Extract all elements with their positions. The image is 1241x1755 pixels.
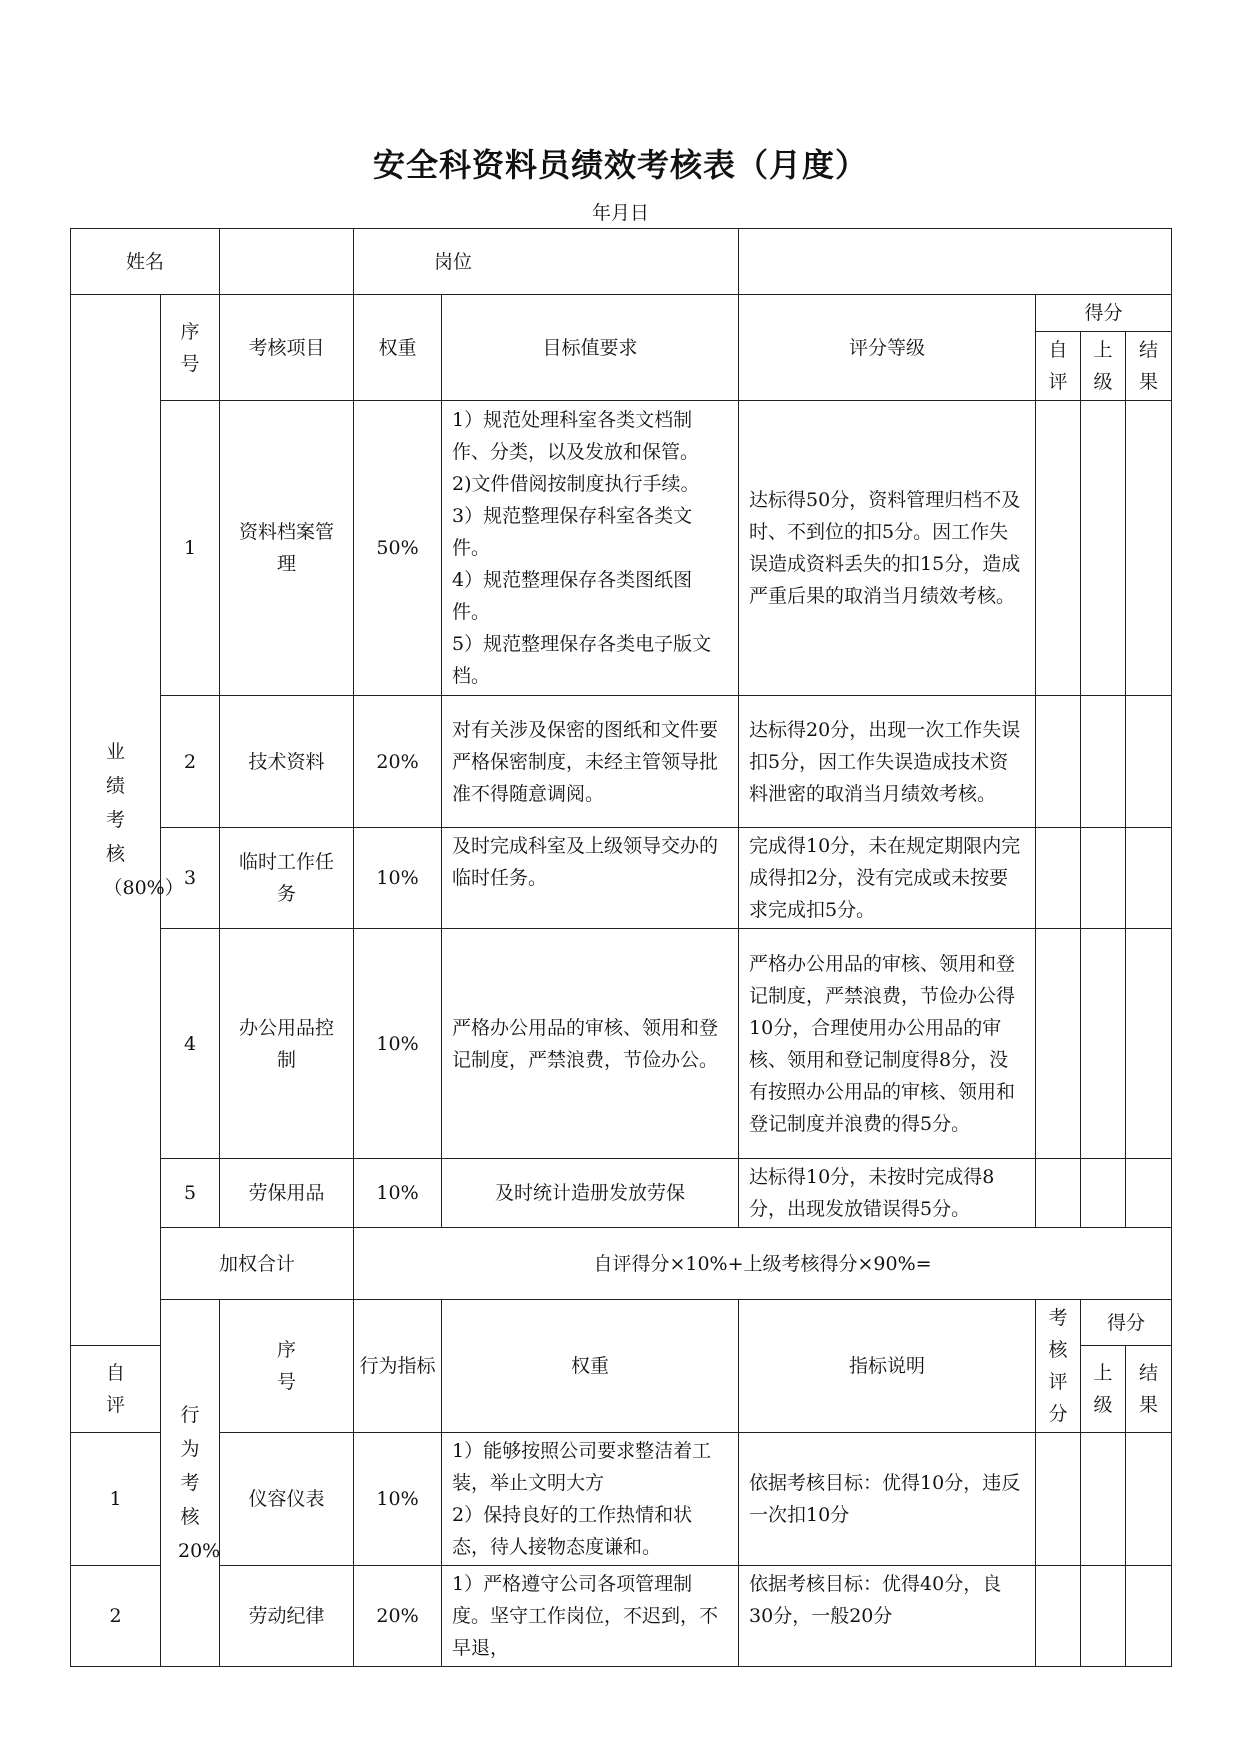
behavior-grade: 依据考核目标：优得10分，违反一次扣10分 [739, 1433, 1036, 1566]
behavior-item: 劳动纪律 [220, 1566, 354, 1667]
perf-col-grade: 评分等级 [739, 295, 1036, 401]
perf-col-item: 考核项目 [220, 295, 354, 401]
behavior-col-result: 结果 [1126, 1346, 1172, 1433]
perf-col-seq: 序号 [161, 295, 220, 401]
perf-seq: 3 [161, 828, 220, 929]
perf-target: 1）规范处理科室各类文档制作、分类，以及发放和保管。 2)文件借阅按制度执行手续。 3）规范整理保存科室各类文件。 4）规范整理保存各类图纸图件。 5）规范整理保存各类电子版文档。 [442, 401, 739, 696]
behavior-col-desc: 指标说明 [739, 1300, 1036, 1433]
perf-item: 资料档案管理 [220, 401, 354, 696]
perf-weight: 10% [354, 1159, 442, 1228]
score-superior-cell[interactable] [1081, 828, 1126, 929]
perf-grade: 严格办公用品的审核、领用和登记制度，严禁浪费，节俭办公得10分，合理使用办公用品的审核、领用和登记制度得8分，没有按照办公用品的审核、领用和登记制度并浪费的得5分。 [739, 929, 1036, 1159]
table-row [71, 696, 1172, 828]
perf-weight: 10% [354, 828, 442, 929]
table-row [71, 401, 1172, 696]
behavior-seq: 2 [71, 1566, 161, 1667]
behavior-col-grade: 考核评分 [1036, 1300, 1081, 1433]
perf-weight: 20% [354, 696, 442, 828]
perf-target: 及时统计造册发放劳保 [442, 1159, 739, 1228]
score-superior-cell[interactable] [1081, 696, 1126, 828]
perf-col-self: 自评 [1036, 332, 1081, 401]
post-label: 岗位 [354, 229, 739, 295]
behavior-grade: 依据考核目标：优得40分，良30分，一般20分 [739, 1566, 1036, 1667]
score-self-cell[interactable] [1036, 828, 1081, 929]
perf-target: 对有关涉及保密的图纸和文件要严格保密制度，未经主管领导批准不得随意调阅。 [442, 696, 739, 828]
perf-weight: 10% [354, 929, 442, 1159]
page-title: 安全科资料员绩效考核表（月度） [372, 146, 868, 184]
date-line: 年月日 [591, 202, 649, 224]
behavior-col-self: 自评 [71, 1346, 161, 1433]
perf-col-score: 得分 [1036, 295, 1172, 332]
perf-grade: 完成得10分，未在规定期限内完成得扣2分，没有完成或未按要求完成扣5分。 [739, 828, 1036, 929]
perf-col-weight: 权重 [354, 295, 442, 401]
name-value[interactable] [220, 229, 354, 295]
score-self-cell[interactable] [1036, 696, 1081, 828]
score-self-cell[interactable] [1036, 1566, 1081, 1667]
perf-col-superior: 上级 [1081, 332, 1126, 401]
post-value[interactable] [739, 229, 1172, 295]
behavior-col-superior: 上级 [1081, 1346, 1126, 1433]
score-self-cell[interactable] [1036, 1433, 1081, 1566]
score-self-cell[interactable] [1036, 401, 1081, 696]
perf-item: 办公用品控制 [220, 929, 354, 1159]
perf-item: 临时工作任务 [220, 828, 354, 929]
score-result-cell[interactable] [1126, 1433, 1172, 1566]
score-superior-cell[interactable] [1081, 1433, 1126, 1566]
table-row [71, 1159, 1172, 1228]
table-row [71, 929, 1172, 1159]
score-self-cell[interactable] [1036, 929, 1081, 1159]
behavior-seq: 1 [71, 1433, 161, 1566]
perf-weight: 50% [354, 401, 442, 696]
behavior-weight: 10% [354, 1433, 442, 1566]
behavior-col-score: 得分 [1081, 1300, 1172, 1346]
score-result-cell[interactable] [1126, 696, 1172, 828]
perf-target: 及时完成科室及上级领导交办的临时任务。 [442, 828, 739, 929]
score-superior-cell[interactable] [1081, 401, 1126, 696]
behavior-col-seq: 序号 [220, 1300, 354, 1433]
perf-item: 技术资料 [220, 696, 354, 828]
score-self-cell[interactable] [1036, 1159, 1081, 1228]
table-row [71, 1566, 1172, 1667]
score-result-cell[interactable] [1126, 401, 1172, 696]
name-label: 姓名 [71, 229, 220, 295]
score-result-cell[interactable] [1126, 1159, 1172, 1228]
score-superior-cell[interactable] [1081, 929, 1126, 1159]
score-result-cell[interactable] [1126, 1566, 1172, 1667]
perf-col-result: 结果 [1126, 332, 1172, 401]
behavior-desc: 1）能够按照公司要求整洁着工装，举止文明大方 2）保持良好的工作热情和状态，待人接物态度谦和。 [442, 1433, 739, 1566]
score-result-cell[interactable] [1126, 828, 1172, 929]
behavior-desc: 1）严格遵守公司各项管理制度。坚守工作岗位，不迟到，不早退， [442, 1566, 739, 1667]
behavior-item: 仪容仪表 [220, 1433, 354, 1566]
header-row [71, 229, 1172, 295]
score-result-cell[interactable] [1126, 929, 1172, 1159]
behavior-col-item: 行为指标 [354, 1300, 442, 1433]
table-row [71, 828, 1172, 929]
perf-seq: 4 [161, 929, 220, 1159]
score-superior-cell[interactable] [1081, 1159, 1126, 1228]
perf-seq: 5 [161, 1159, 220, 1228]
table-row [71, 1433, 1172, 1566]
perf-seq: 1 [161, 401, 220, 696]
perf-target: 严格办公用品的审核、领用和登记制度，严禁浪费，节俭办公。 [442, 929, 739, 1159]
perf-header-row [71, 295, 1172, 332]
perf-col-target: 目标值要求 [442, 295, 739, 401]
weighted-total-row [71, 1228, 1172, 1300]
behavior-header-row [71, 1300, 1172, 1346]
perf-seq: 2 [161, 696, 220, 828]
score-superior-cell[interactable] [1081, 1566, 1126, 1667]
behavior-section-label: 行为考核20% [161, 1300, 220, 1667]
perf-grade: 达标得10分，未按时完成得8分，出现发放错误得5分。 [739, 1159, 1036, 1228]
weighted-total-formula: 自评得分×10%+上级考核得分×90%= [354, 1228, 1172, 1300]
behavior-col-weight: 权重 [442, 1300, 739, 1433]
perf-grade: 达标得50分，资料管理归档不及时、不到位的扣5分。因工作失误造成资料丢失的扣15分，造成严重后果的取消当月绩效考核。 [739, 401, 1036, 696]
appraisal-table [70, 228, 1172, 1667]
weighted-total-label: 加权合计 [161, 1228, 354, 1300]
behavior-weight: 20% [354, 1566, 442, 1667]
perf-item: 劳保用品 [220, 1159, 354, 1228]
perf-grade: 达标得20分，出现一次工作失误扣5分，因工作失误造成技术资料泄密的取消当月绩效考核。 [739, 696, 1036, 828]
perf-section-label: 业绩考核（80%） [71, 295, 161, 1346]
